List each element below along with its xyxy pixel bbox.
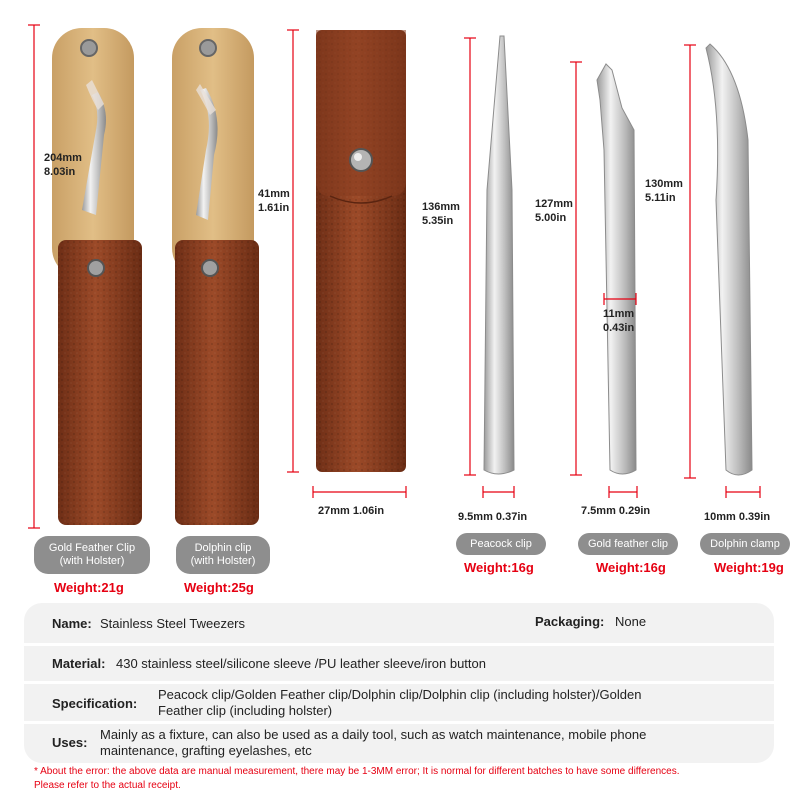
product-pill-gold-feather-clip	[578, 533, 678, 555]
peacock-clip-image	[484, 36, 514, 474]
goldclip-tip-in: 0.43in	[603, 322, 635, 334]
peacock-length-in: 5.35in	[422, 215, 454, 227]
specification-line: Feather clip (including holster)	[158, 703, 333, 718]
uses-label: Uses:	[52, 735, 88, 750]
holster-height-label	[258, 187, 290, 215]
pill-name: Gold feather clip	[587, 537, 669, 550]
material-value: 430 stainless steel/silicone sleeve /PU leather sleeve/iron button	[116, 656, 486, 671]
pill-name: Dolphin clip	[194, 542, 252, 554]
product-pill-dolphin	[176, 536, 270, 574]
product-pill-peacock	[456, 533, 546, 555]
error-note-line2: Please refer to the actual receipt.	[34, 780, 181, 791]
specification-line: Peacock clip/Golden Feather clip/Dolphin clip/Dolphin clip (including holster)/Golden	[158, 687, 642, 702]
holster-height-in: 1.61in	[258, 202, 290, 214]
pill-subname: (with Holster)	[190, 555, 256, 567]
goldclip-length-mm: 127mm	[535, 198, 573, 210]
uses-line: Mainly as a fixture, can also be used as a daily tool, such as watch maintenance, mobile phone	[100, 727, 647, 742]
gold-length-label	[44, 151, 82, 179]
product-pill-gold-feather	[34, 536, 150, 574]
name-value: Stainless Steel Tweezers	[100, 616, 245, 631]
dolphin-width-label: 10mm 0.39in	[704, 511, 771, 523]
goldclip-length-label	[535, 197, 573, 225]
leather-holster-image	[316, 30, 406, 472]
row-divider	[24, 721, 774, 724]
spec-table	[24, 603, 774, 763]
packaging-label: Packaging:	[535, 614, 605, 629]
dolphin-length-mm: 130mm	[645, 178, 683, 190]
gold-length-in: 8.03in	[44, 166, 76, 178]
pill-name: Peacock clip	[470, 537, 532, 550]
specification-value	[158, 687, 641, 719]
pill-subname: (with Holster)	[59, 555, 125, 567]
gold-feather-clip-image	[52, 28, 142, 525]
goldclip-tip-label	[603, 307, 634, 335]
peacock-length-label	[422, 200, 460, 228]
holster-height-mm: 41mm	[258, 188, 290, 200]
dolphin-clamp-image	[706, 44, 752, 475]
uses-value	[100, 727, 646, 759]
weight-gold-feather-clip: Weight:16g	[596, 560, 666, 575]
row-divider	[24, 643, 774, 646]
gold-feather-clip-steel-image	[597, 64, 636, 474]
weight-dolphin: Weight:25g	[184, 580, 254, 595]
pill-name: Dolphin clamp	[710, 537, 780, 550]
dolphin-clip-image	[172, 28, 259, 525]
goldclip-width-label: 7.5mm 0.29in	[581, 505, 651, 517]
weight-gold-feather: Weight:21g	[54, 580, 124, 595]
goldclip-tip-mm: 11mm	[603, 308, 635, 320]
specification-label: Specification:	[52, 696, 138, 711]
gold-length-mm: 204mm	[44, 152, 82, 164]
material-label: Material:	[52, 656, 106, 671]
dolphin-length-in: 5.11in	[645, 192, 676, 204]
peacock-length-mm: 136mm	[422, 201, 460, 213]
uses-line: maintenance, grafting eyelashes, etc	[100, 743, 312, 758]
weight-peacock: Weight:16g	[464, 560, 534, 575]
product-pill-dolphin-clamp	[700, 533, 790, 555]
pill-name: Gold Feather Clip	[48, 542, 136, 554]
name-label: Name:	[52, 616, 92, 631]
holster-width-label: 27mm 1.06in	[318, 505, 385, 517]
error-note-line1: * About the error: the above data are manual measurement, there may be 1-3MM error; It is normal for different batches to have some differences.	[34, 766, 680, 777]
row-divider	[24, 681, 774, 684]
goldclip-length-in: 5.00in	[535, 212, 567, 224]
packaging-value: None	[615, 614, 647, 629]
peacock-width-label: 9.5mm 0.37in	[458, 511, 528, 523]
weight-dolphin-clamp: Weight:19g	[714, 560, 784, 575]
dolphin-length-label	[645, 177, 683, 205]
